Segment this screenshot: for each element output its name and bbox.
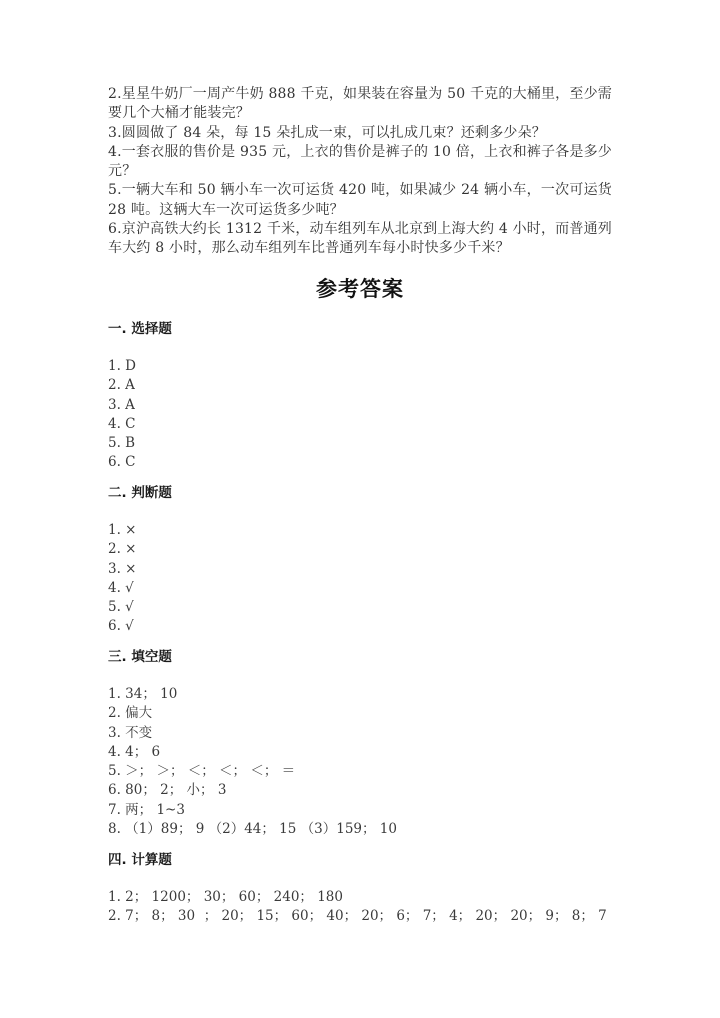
answer-item: 5. √ — [108, 599, 134, 616]
question-list — [108, 85, 612, 259]
question-3 — [108, 124, 612, 143]
answer-item: 7. 两； 1~3 — [108, 801, 185, 818]
question-5 — [108, 181, 612, 220]
answer-item: 4. C — [108, 415, 136, 432]
answer-item: 6. 80； 2； 小； 3 — [108, 782, 227, 799]
question-number: 4. — [108, 143, 122, 160]
question-text: 一辆大车和 50 辆小车一次可运货 420 吨，如果减少 24 辆小车，一次可运货 28 吨。这辆大车一次可运货多少吨？ — [108, 182, 612, 218]
answer-item: 2. 偏大 — [108, 705, 153, 722]
answer-item: 1. 34； 10 — [108, 686, 178, 702]
question-6 — [108, 220, 612, 259]
answer-item: 3. A — [108, 396, 135, 413]
section-heading: 一. 选择题 — [108, 321, 172, 337]
answer-item: 1. × — [108, 522, 137, 538]
section-multiple-choice — [108, 320, 612, 473]
section-calculation — [108, 851, 612, 927]
question-number: 5. — [108, 182, 122, 199]
answer-item: 3. 不变 — [108, 724, 153, 741]
answer-item: 2. × — [108, 541, 137, 558]
answer-list — [108, 685, 612, 839]
answer-item: 3. × — [108, 560, 137, 577]
answer-item: 5. ＞； ＞； ＜； ＜； ＜； ＝ — [108, 763, 296, 780]
answer-item: 5. B — [108, 435, 136, 452]
answer-item: 6. √ — [108, 618, 134, 635]
answer-list — [108, 521, 612, 637]
answer-title: 参考答案 — [316, 277, 404, 301]
question-text: 星星牛奶厂一周产牛奶 888 千克，如果装在容量为 50 千克的大桶里，至少需要几个大桶才能装完？ — [108, 86, 612, 122]
section-heading: 三. 填空题 — [108, 649, 172, 665]
answer-list — [108, 357, 612, 473]
question-number: 3. — [108, 124, 122, 141]
question-2 — [108, 85, 612, 124]
question-number: 6. — [108, 221, 122, 238]
question-text: 圆圆做了 84 朵，每 15 朵扎成一束，可以扎成几束？还剩多少朵？ — [121, 124, 546, 141]
section-heading: 二. 判断题 — [108, 485, 172, 501]
question-text: 京沪高铁大约长 1312 千米，动车组列车从北京到上海大约 4 小时，而普通列车大约 8 小时，那么动车组列车比普通列车每小时快多少千米？ — [108, 221, 612, 257]
answer-item: 1. 2； 1200； 30； 60； 240； 180 — [108, 889, 343, 905]
section-heading: 四. 计算题 — [108, 852, 172, 868]
section-true-false — [108, 484, 612, 637]
answer-item: 4. √ — [108, 579, 134, 596]
answer-list — [108, 888, 612, 927]
answer-item: 1. D — [108, 358, 136, 374]
question-number: 2. — [108, 86, 122, 102]
answer-item: 2. A — [108, 377, 135, 394]
answer-item: 8. （1）89； 9 （2）44； 15 （3）159； 10 — [108, 821, 397, 838]
question-4 — [108, 143, 612, 182]
answer-item: 6. C — [108, 454, 136, 471]
section-fill-in-blank — [108, 648, 612, 839]
answer-item: 2. 7； 8； 30 ； 20； 15； 60； 40； 20； 6； 7； 4； 20； 20； 9； 8； 7 — [108, 908, 607, 925]
answer-item: 4. 4； 6 — [108, 743, 161, 760]
question-text: 一套衣服的售价是 935 元，上衣的售价是裤子的 10 倍，上衣和裤子各是多少元？ — [108, 143, 612, 180]
